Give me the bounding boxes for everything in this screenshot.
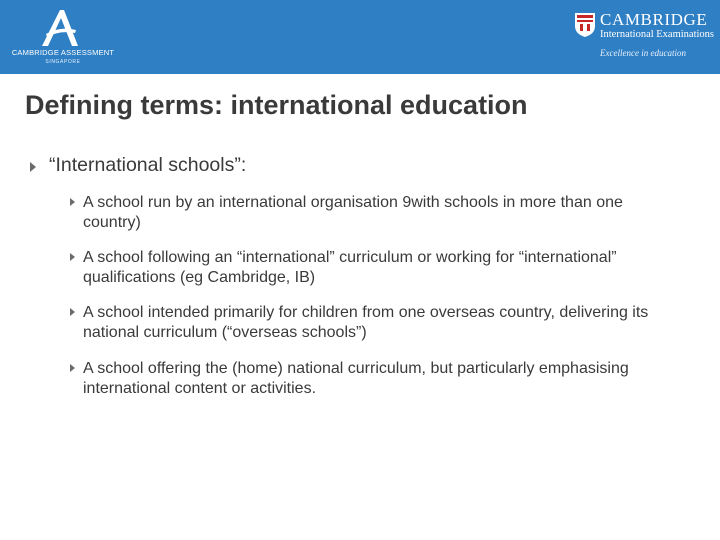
sub-bullet-text: A school intended primarily for children from one overseas country, delivering its national curriculum (“overseas schools”) [83,304,649,341]
cie-logo-tagline: Excellence in education [600,48,686,58]
slide-title: Defining terms: international education [25,90,528,120]
bullet-arrow-icon [30,162,36,172]
cambridge-assessment-logo [8,6,118,70]
cambridge-assessment-text: CAMBRIDGE ASSESSMENT [11,48,115,57]
sub-bullet-text: A school run by an international organisation 9with schools in more than one country) [83,194,623,231]
cambridge-assessment-a-icon [38,8,82,48]
university-crest-icon [574,12,596,38]
sub-bullet-text: A school offering the (home) national curriculum, but particularly emphasising international content or activities. [83,360,629,397]
bullet-arrow-icon [70,364,75,372]
cie-logo-subtitle: International Examinations [600,29,715,40]
sub-bullet-text: A school following an “international” curriculum or working for “international” qualifications (eg Cambridge, IB) [83,249,617,286]
bullet-arrow-icon [70,308,75,316]
bullet-arrow-icon [70,253,75,261]
cambridge-assessment-subtext: SINGAPORE [45,59,81,65]
header-banner [0,0,720,74]
cambridge-international-logo [574,10,714,68]
bullet-text: “International schools”: [49,154,247,176]
cie-logo-title: CAMBRIDGE [600,10,708,29]
bullet-arrow-icon [70,198,75,206]
